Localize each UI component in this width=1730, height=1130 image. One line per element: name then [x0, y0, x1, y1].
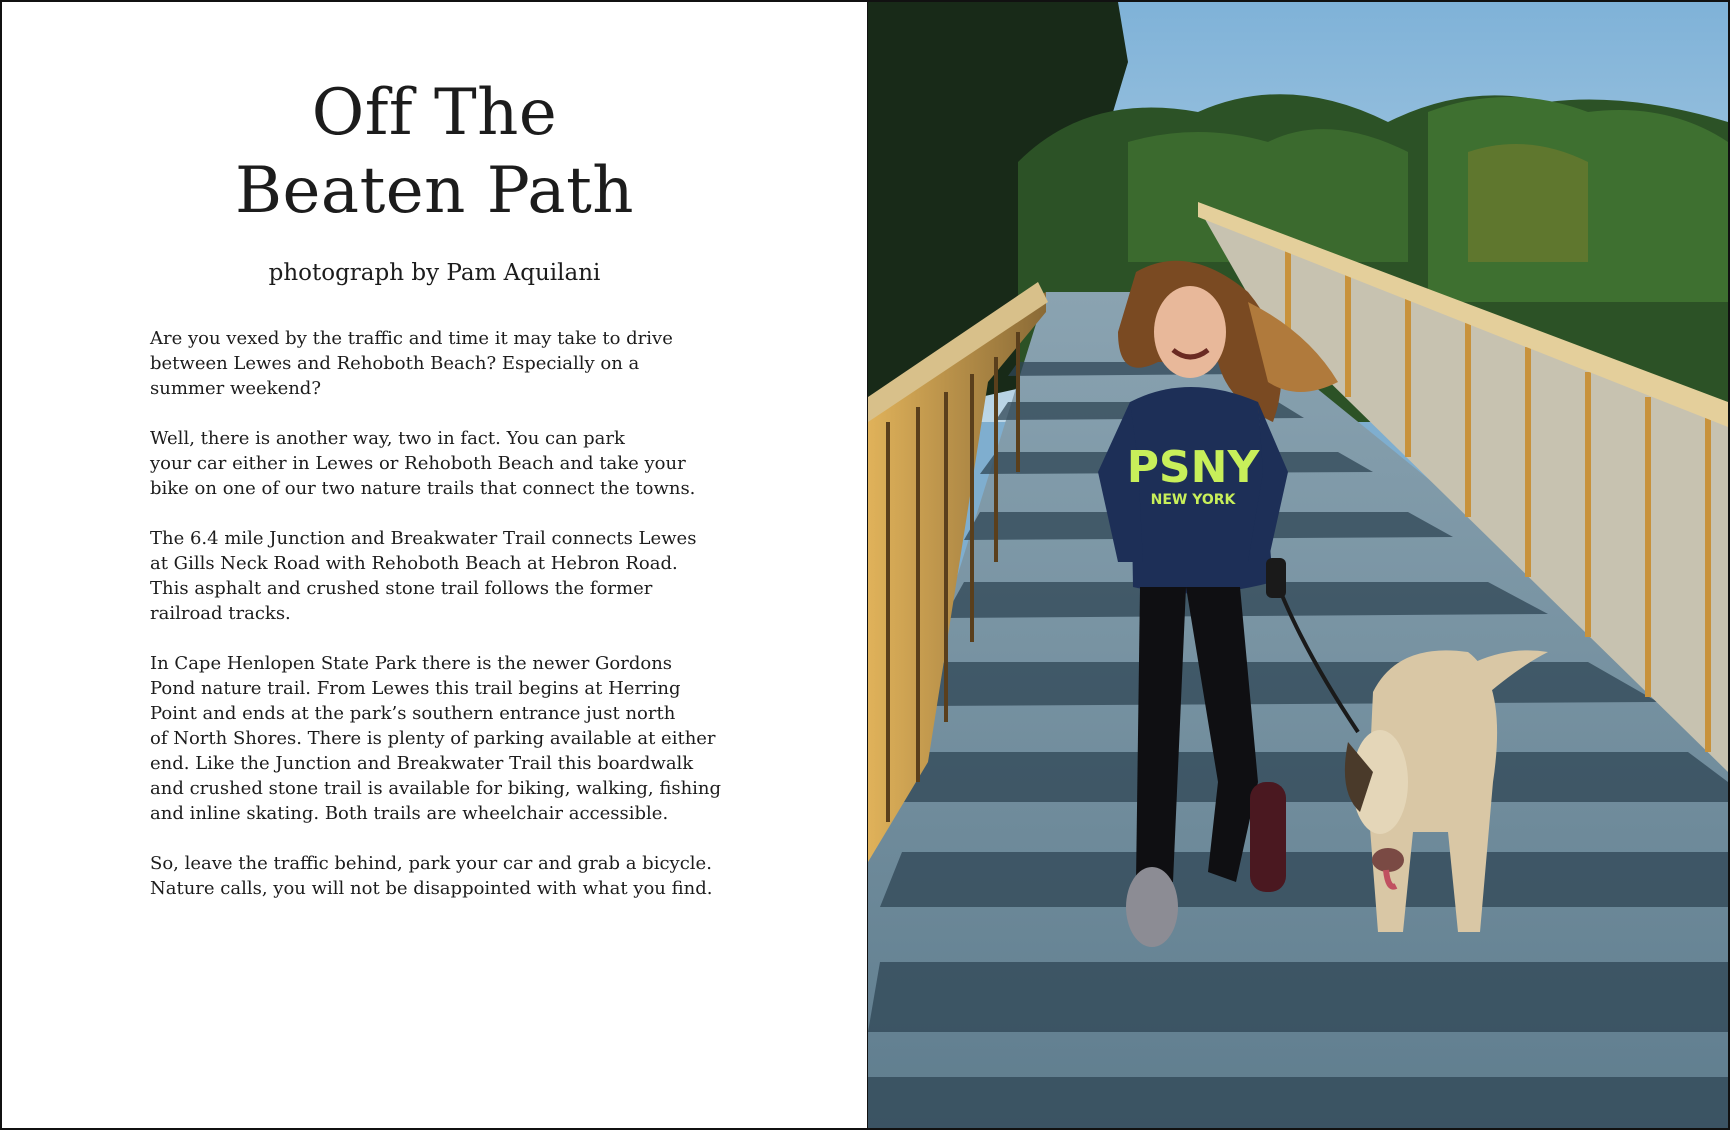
text-line: Are you vexed by the traffic and time it may take to drive [150, 328, 673, 349]
text-page [2, 2, 867, 1128]
text-line: This asphalt and crushed stone trail follows the former [150, 578, 653, 599]
text-line: Pond nature trail. From Lewes this trail begins at Herring [150, 678, 681, 699]
text-line: Well, there is another way, two in fact. You can park [150, 428, 625, 449]
photo-girl-and-dog-on-boardwalk [868, 2, 1728, 1128]
paragraph-5 [150, 851, 790, 901]
article-body [150, 326, 790, 926]
title-line-2: Beaten Path [235, 154, 634, 228]
text-line: Point and ends at the park’s southern entrance just north [150, 703, 676, 724]
text-line: bike on one of our two nature trails that connect the towns. [150, 478, 696, 499]
text-line: at Gills Neck Road with Rehoboth Beach at Hebron Road. [150, 553, 678, 574]
text-line: end. Like the Junction and Breakwater Trail this boardwalk [150, 753, 694, 774]
text-line: of North Shores. There is plenty of parking available at either [150, 728, 716, 749]
photo-credit: photograph by Pam Aquilani [268, 260, 601, 286]
paragraph-4 [150, 651, 790, 826]
text-line: summer weekend? [150, 378, 321, 399]
text-line: In Cape Henlopen State Park there is the newer Gordons [150, 653, 673, 674]
text-line: your car either in Lewes or Rehoboth Beach and take your [150, 453, 686, 474]
text-line: railroad tracks. [150, 603, 291, 624]
text-line: and inline skating. Both trails are wheelchair accessible. [150, 803, 669, 824]
text-line: The 6.4 mile Junction and Breakwater Trail connects Lewes [150, 528, 697, 549]
paragraph-3 [150, 526, 790, 626]
paragraph-1 [150, 326, 790, 401]
sweatshirt-subprint: NEW YORK [1150, 492, 1236, 508]
text-line: Nature calls, you will not be disappointed with what you find. [150, 878, 713, 899]
text-line: So, leave the traffic behind, park your car and grab a bicycle. [150, 853, 712, 874]
article-title [2, 74, 867, 230]
paragraph-2 [150, 426, 790, 501]
sweatshirt-print: PSNY [1126, 442, 1260, 493]
text-line: and crushed stone trail is available for biking, walking, fishing [150, 778, 722, 799]
title-line-1: Off The [311, 76, 558, 150]
text-line: between Lewes and Rehoboth Beach? Especially on a [150, 353, 640, 374]
